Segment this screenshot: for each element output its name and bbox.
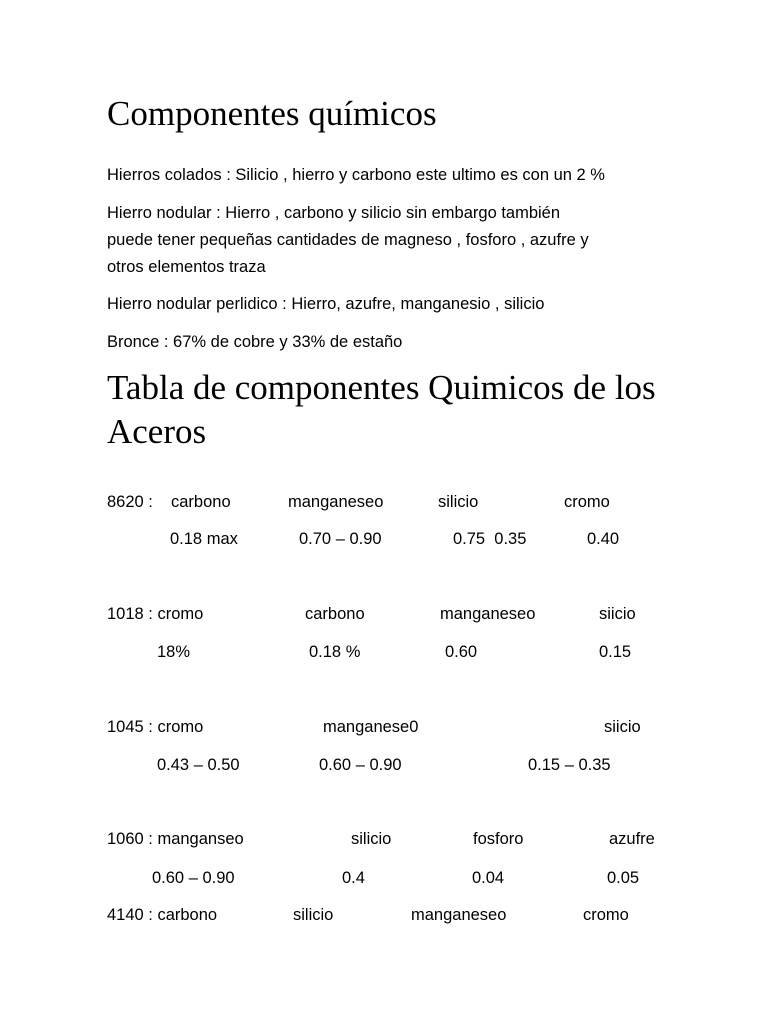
element-label: siicio [599, 605, 636, 623]
element-value: 0.15 [599, 643, 632, 661]
element-value: 0.18 max [170, 530, 238, 548]
element-value: 0.4 [342, 869, 365, 887]
element-label: fosforo [473, 830, 524, 848]
element-label: carbono [305, 605, 365, 623]
element-value: 0.04 [472, 869, 505, 887]
element-value: 0.40 [587, 530, 620, 548]
paragraph-line: otros elementos traza [107, 258, 266, 276]
element-label: azufre [609, 830, 655, 848]
element-label: cromo [564, 493, 610, 511]
element-label: manganeseo [411, 906, 507, 924]
paragraph-line: puede tener pequeñas cantidades de magneso , fosforo , azufre y [107, 231, 589, 249]
paragraph-line: Hierro nodular : Hierro , carbono y silicio sin embargo también [107, 204, 561, 222]
paragraph-hierro-perlidico [107, 291, 544, 318]
steel-code-label: 4140 : carbono [107, 906, 218, 924]
steel-code-label: 1018 : cromo [107, 605, 204, 623]
element-label: manganese0 [323, 718, 419, 736]
element-label: silicio [351, 830, 392, 848]
element-value: 0.60 – 0.90 [319, 756, 402, 774]
title-line: Tabla de componentes Quimicos de los [107, 368, 656, 407]
element-value: 0.15 – 0.35 [528, 756, 611, 774]
paragraph-bronce [107, 329, 402, 356]
paragraph-hierro-nodular [107, 200, 589, 281]
paragraph-line: Hierros colados : Silicio , hierro y carbono este ultimo es con un 2 % [107, 166, 605, 184]
element-value: 0.60 – 0.90 [152, 869, 235, 887]
steel-code-label: 1045 : cromo [107, 718, 204, 736]
title-componentes-quimicos: Componentes químicos [107, 94, 437, 133]
element-value: 0.18 % [309, 643, 361, 661]
element-label: siicio [604, 718, 641, 736]
element-value: 0.05 [607, 869, 640, 887]
element-value: 0.75 0.35 [453, 530, 527, 548]
element-label: manganeseo [288, 493, 384, 511]
element-label: silicio [438, 493, 479, 511]
element-value: 0.43 – 0.50 [157, 756, 240, 774]
element-value: 0.70 – 0.90 [299, 530, 382, 548]
steel-code-label: 1060 : manganseo [107, 830, 244, 848]
element-label: silicio [293, 906, 334, 924]
element-value: 0.60 [445, 643, 478, 661]
paragraph-line: Bronce : 67% de cobre y 33% de estaño [107, 333, 403, 351]
element-value: 18% [157, 643, 191, 661]
paragraph-hierros-colados [107, 162, 605, 189]
paragraph-line: Hierro nodular perlidico : Hierro, azufre, manganesio , silicio [107, 295, 545, 313]
element-label: cromo [583, 906, 629, 924]
element-label: manganeseo [440, 605, 536, 623]
title-tabla-aceros [107, 366, 656, 454]
steel-code-label: 8620 : [107, 493, 153, 511]
element-label: carbono [171, 493, 231, 511]
title-line: Aceros [107, 412, 207, 451]
